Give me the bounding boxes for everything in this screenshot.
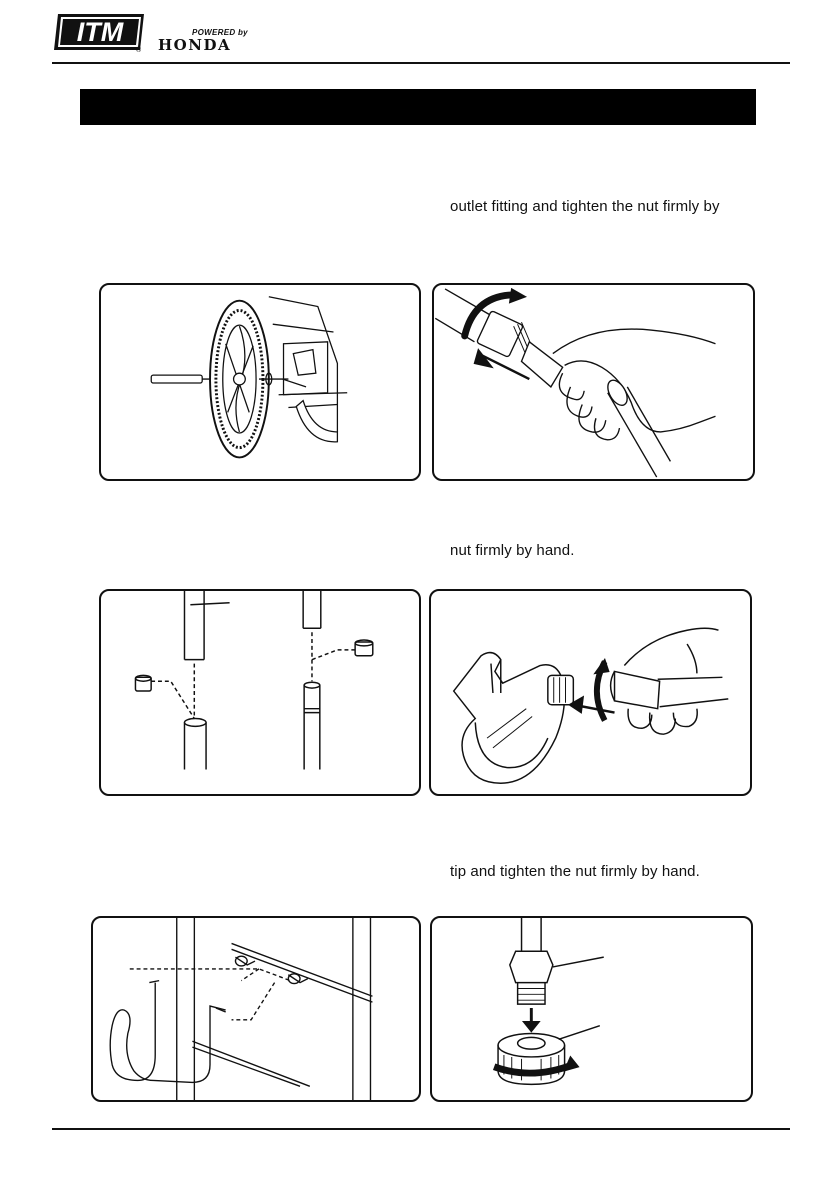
nozzle-tip-figure [430, 916, 753, 1102]
registered-mark: ® [136, 47, 142, 54]
step3-text: tip and tighten the nut firmly by hand. [450, 863, 700, 880]
step2-text: nut firmly by hand. [450, 542, 575, 559]
section-title-bar [80, 89, 756, 125]
step1-text: outlet fitting and tighten the nut firmly by [450, 198, 720, 215]
itm-logo [54, 12, 148, 52]
footer-divider [52, 1128, 790, 1130]
handle-cap-diagram [101, 591, 419, 794]
hose-hook-figure [91, 916, 421, 1102]
hose-to-gun-diagram [431, 591, 750, 794]
gun-connection-figure [429, 589, 752, 796]
hose-hook-diagram [93, 918, 419, 1100]
itm-logo-text: ITM [76, 17, 124, 47]
hose-to-outlet-diagram [434, 285, 753, 479]
wheel-assembly-figure [99, 283, 421, 481]
hose-outlet-figure [432, 283, 755, 481]
honda-logo: HONDA [158, 36, 232, 54]
handle-caps-figure [99, 589, 421, 796]
nozzle-tip-diagram [432, 918, 751, 1100]
wheel-axle-diagram [101, 285, 419, 479]
powered-by-label: POWERED by [192, 28, 248, 37]
header-divider [52, 62, 790, 64]
